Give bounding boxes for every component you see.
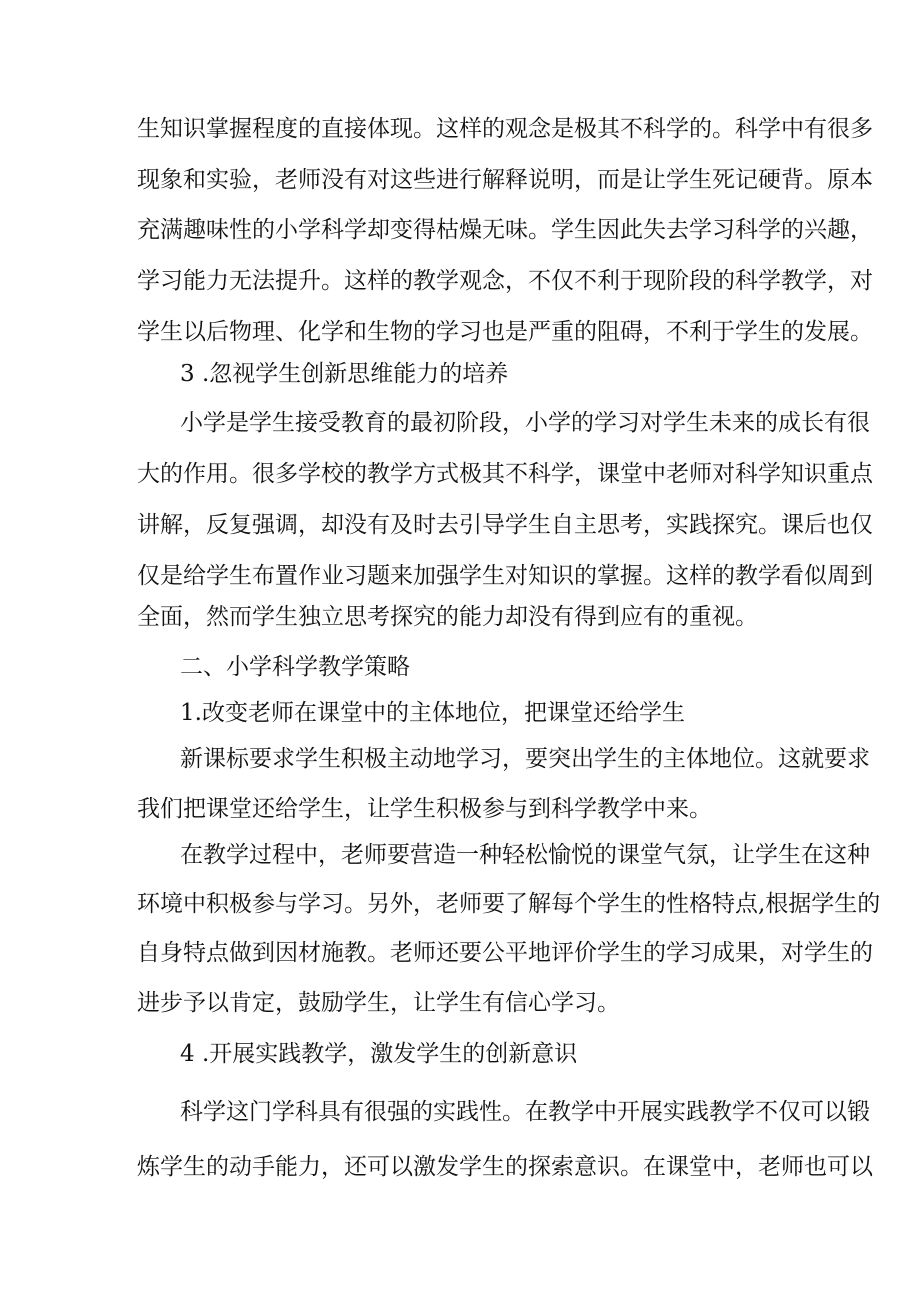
paragraph-line: 自身特点做到因材施教。老师还要公平地评价学生的学习成果，对学生的 bbox=[137, 940, 873, 966]
paragraph-line: 学生以后物理、化学和生物的学习也是严重的阻碍，不利于学生的发展。 bbox=[137, 319, 873, 345]
paragraph-line: 科学这门学科具有很强的实践性。在教学中开展实践教学不仅可以锻 bbox=[180, 1099, 870, 1125]
paragraph-line: 进步予以肯定，鼓励学生，让学生有信心学习。 bbox=[137, 990, 620, 1016]
paragraph-line: 环境中积极参与学习。另外，老师要了解每个学生的性格特点,根据学生的 bbox=[137, 891, 881, 917]
paragraph-line: 充满趣味性的小学科学却变得枯燥无味。学生因此失去学习科学的兴趣， bbox=[137, 217, 873, 243]
paragraph-line: 在教学过程中，老师要营造一种轻松愉悦的课堂气氛，让学生在这种 bbox=[180, 842, 870, 868]
section-heading: 二、小学科学教学策略 bbox=[180, 654, 410, 680]
paragraph-line: 生知识掌握程度的直接体现。这样的观念是极其不科学的。科学中有很多 bbox=[137, 116, 873, 142]
paragraph-line: 小学是学生接受教育的最初阶段，小学的学习对学生未来的成长有很 bbox=[180, 410, 870, 436]
subsection-heading: 4 .开展实践教学，激发学生的创新意识 bbox=[180, 1041, 578, 1067]
paragraph-line: 大的作用。很多学校的教学方式极其不科学，课堂中老师对科学知识重点 bbox=[137, 461, 873, 487]
section-heading: 3 .忽视学生创新思维能力的培养 bbox=[180, 361, 509, 387]
paragraph-line: 新课标要求学生积极主动地学习，要突出学生的主体地位。这就要求 bbox=[180, 746, 870, 772]
subsection-heading: 1.改变老师在课堂中的主体地位，把课堂还给学生 bbox=[180, 700, 685, 726]
paragraph-line: 讲解，反复强调，却没有及时去引导学生自主思考，实践探究。课后也仅 bbox=[137, 512, 873, 538]
paragraph-line: 现象和实验，老师没有对这些进行解释说明，而是让学生死记硬背。原本 bbox=[137, 167, 873, 193]
paragraph-line: 炼学生的动手能力，还可以激发学生的探索意识。在课堂中，老师也可以 bbox=[137, 1154, 873, 1180]
paragraph-line: 学习能力无法提升。这样的教学观念，不仅不利于现阶段的科学教学，对 bbox=[137, 268, 873, 294]
paragraph-line: 我们把课堂还给学生，让学生积极参与到科学教学中来。 bbox=[137, 796, 712, 822]
paragraph-line: 仅是给学生布置作业习题来加强学生对知识的掌握。这样的教学看似周到 bbox=[137, 563, 873, 589]
paragraph-line: 全面，然而学生独立思考探究的能力却没有得到应有的重视。 bbox=[137, 604, 758, 630]
